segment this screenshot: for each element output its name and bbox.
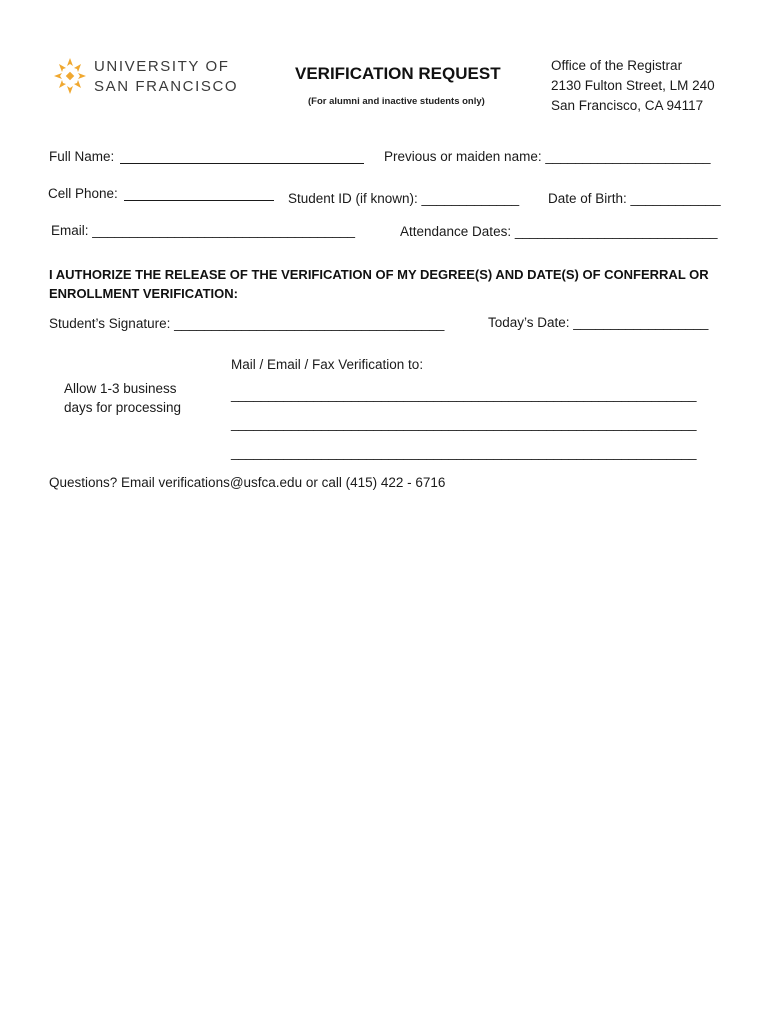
signature-field[interactable]: Student’s Signature: ____________________________________	[49, 316, 445, 331]
authorization-statement: I AUTHORIZE THE RELEASE OF THE VERIFICATION OF MY DEGREE(S) AND DATE(S) OF CONFERRAL OR ENROLLMENT VERIFICATION:	[49, 267, 709, 301]
logo-text-line1: UNIVERSITY OF	[94, 58, 230, 75]
attendance-dates-field[interactable]: Attendance Dates: ___________________________	[400, 224, 718, 239]
page-subtitle: (For alumni and inactive students only)	[308, 96, 485, 107]
usf-emblem-icon	[52, 56, 88, 96]
cell-phone-field[interactable]	[124, 200, 274, 201]
logo-text-line2: SAN FRANCISCO	[94, 78, 239, 95]
page-title: VERIFICATION REQUEST	[295, 64, 501, 83]
mail-to-line-3[interactable]: ______________________________________________________________	[231, 445, 697, 460]
mail-to-line-2[interactable]: ______________________________________________________________	[231, 416, 697, 431]
questions-contact: Questions? Email verifications@usfca.edu or call (415) 422 - 6716	[49, 475, 446, 490]
full-name-label: Full Name:	[49, 149, 115, 164]
cell-phone-label: Cell Phone:	[48, 186, 118, 201]
maiden-name-field[interactable]: Previous or maiden name: ______________________	[384, 149, 711, 164]
todays-date-field[interactable]: Today’s Date: __________________	[488, 315, 709, 330]
email-field[interactable]: Email: ___________________________________	[51, 223, 356, 238]
mail-to-line-1[interactable]: ______________________________________________________________	[231, 387, 697, 402]
student-id-field[interactable]: Student ID (if known): _____________	[288, 191, 520, 206]
full-name-field[interactable]	[120, 163, 364, 164]
university-logo	[52, 54, 239, 102]
office-name: Office of the Registrar	[551, 58, 683, 73]
date-of-birth-field[interactable]: Date of Birth: ____________	[548, 191, 721, 206]
processing-note: Allow 1-3 business days for processing	[64, 381, 182, 415]
office-street: 2130 Fulton Street, LM 240	[551, 78, 715, 93]
office-city: San Francisco, CA 94117	[551, 98, 704, 113]
mail-to-label: Mail / Email / Fax Verification to:	[231, 357, 424, 372]
